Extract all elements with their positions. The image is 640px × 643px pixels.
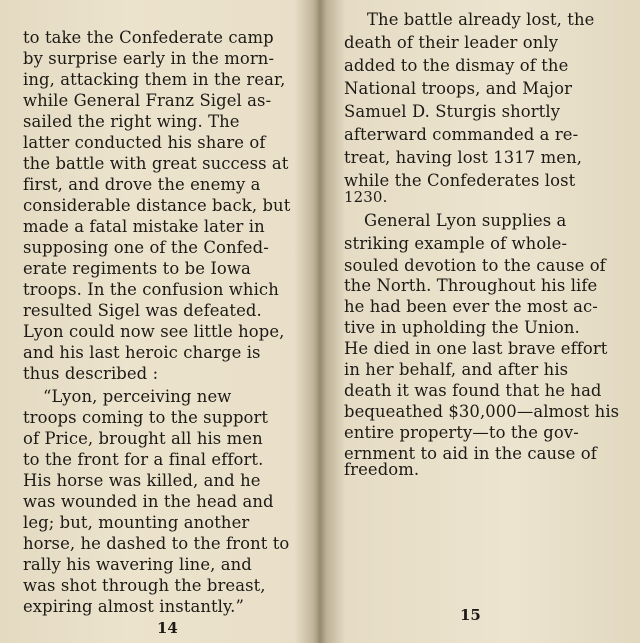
text-line: latter conducted his share of xyxy=(23,133,266,152)
text-line: General Lyon supplies a xyxy=(364,211,567,230)
text-line: first, and drove the enemy a xyxy=(23,175,261,194)
text-line: ing, attacking them in the rear, xyxy=(23,70,286,89)
text-line: tive in upholding the Union. xyxy=(344,318,580,337)
text-line: Samuel D. Sturgis shortly xyxy=(344,102,561,121)
quote-line: was wounded in the head and xyxy=(23,492,274,511)
page-number-left: 14 xyxy=(157,619,178,637)
quote-line: to the front for a final effort. xyxy=(23,450,264,469)
text-line: the North. Throughout his life xyxy=(344,276,598,295)
text-line: added to the dismay of the xyxy=(344,56,569,75)
quote-line: leg; but, mounting another xyxy=(23,513,250,532)
quote-line: “Lyon, perceiving new xyxy=(43,387,232,406)
text-line: the battle with great success at xyxy=(23,154,289,173)
quote-line: expiring almost instantly.” xyxy=(23,597,244,616)
text-line: thus described : xyxy=(23,364,159,383)
text-line: troops. In the confusion which xyxy=(23,280,279,299)
text-line: by surprise early in the morn- xyxy=(23,49,275,68)
text-line: considerable distance back, but xyxy=(23,196,291,215)
text-line: supposing one of the Confed- xyxy=(23,238,269,257)
text-line: in her behalf, and after his xyxy=(344,360,569,379)
text-line: The battle already lost, the xyxy=(367,10,595,29)
text-line: treat, having lost 1317 men, xyxy=(344,148,583,167)
text-line: death it was found that he had xyxy=(344,381,602,400)
text-line: while General Franz Sigel as- xyxy=(23,91,272,110)
text-line: entire property—to the gov- xyxy=(344,423,579,442)
text-line: death of their leader only xyxy=(344,33,559,52)
text-line: freedom. xyxy=(344,460,420,479)
quote-line: troops coming to the support xyxy=(23,408,269,427)
text-line: made a fatal mistake later in xyxy=(23,217,265,236)
text-line: he had been ever the most ac- xyxy=(344,297,598,316)
text-line: 1230. xyxy=(344,188,388,206)
text-line: striking example of whole- xyxy=(344,234,568,253)
text-line: bequeathed $30,000—almost his xyxy=(344,402,620,421)
text-line: Lyon could now see little hope, xyxy=(23,322,285,341)
text-line: souled devotion to the cause of xyxy=(344,256,606,275)
text-line: afterward commanded a re- xyxy=(344,125,579,144)
text-line: resulted Sigel was defeated. xyxy=(23,301,262,320)
quote-line: rally his wavering line, and xyxy=(23,555,252,574)
text-line: National troops, and Major xyxy=(344,79,573,98)
quote-line: of Price, brought all his men xyxy=(23,429,263,448)
text-line: sailed the right wing. The xyxy=(23,112,240,131)
text-line: He died in one last brave effort xyxy=(344,339,608,358)
text-line: to take the Confederate camp xyxy=(23,28,274,47)
quote-line: His horse was killed, and he xyxy=(23,471,261,490)
text-line: ernment to aid in the cause of xyxy=(344,444,597,463)
text-line: erate regiments to be Iowa xyxy=(23,259,251,278)
text-line: while the Confederates lost xyxy=(344,171,576,190)
quote-line: horse, he dashed to the front to xyxy=(23,534,290,553)
page-number-right: 15 xyxy=(460,606,481,624)
text-line: and his last heroic charge is xyxy=(23,343,261,362)
quote-line: was shot through the breast, xyxy=(23,576,266,595)
